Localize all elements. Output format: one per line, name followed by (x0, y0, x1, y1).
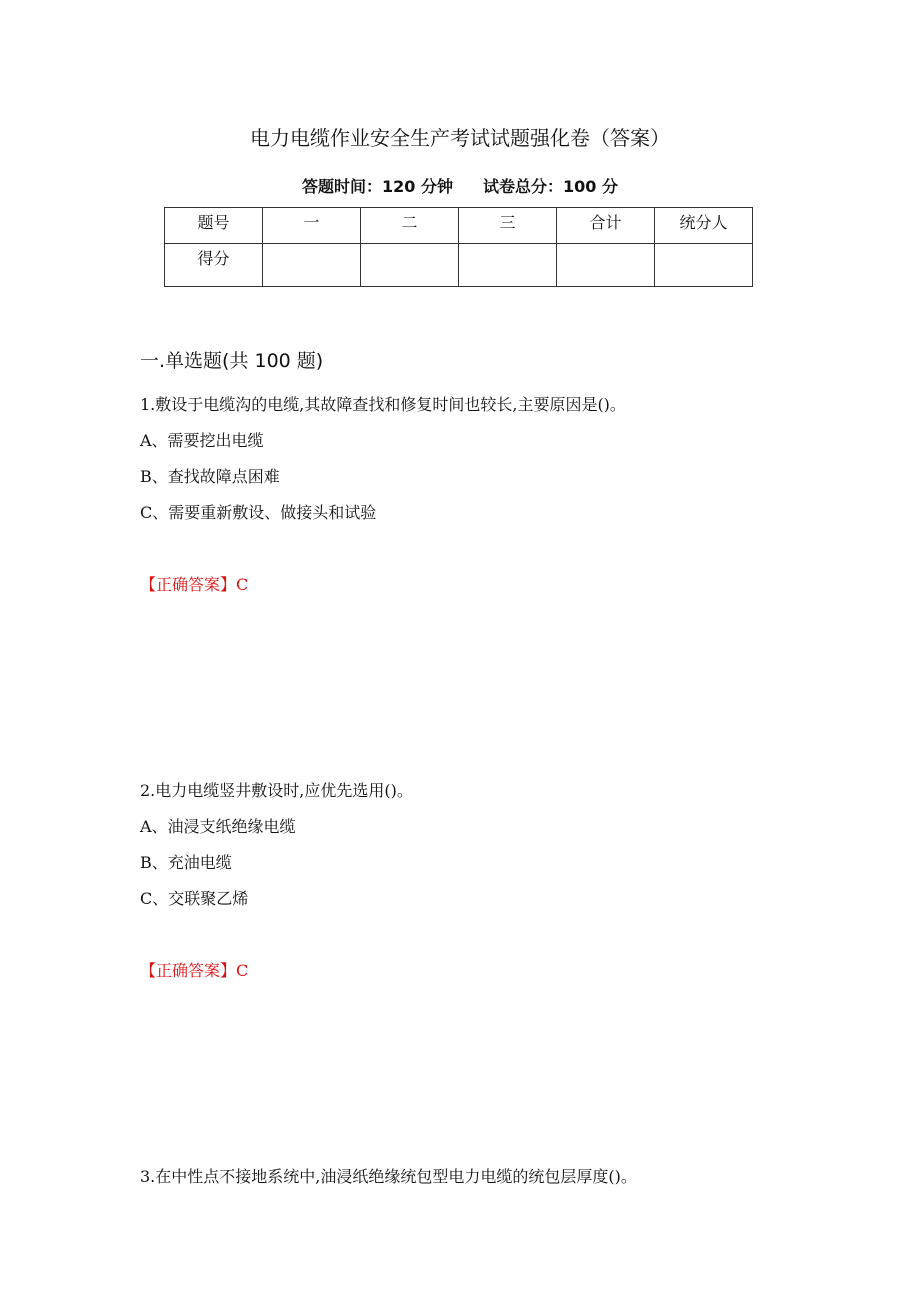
question-stem: 2.电力电缆竖井敷设时,应优先选用()。 (140, 781, 413, 800)
correct-answer: 【正确答案】C (140, 575, 249, 594)
exam-total-score: 试卷总分：100 分 (483, 177, 618, 196)
score-label-cell: 得分 (165, 244, 263, 287)
option: A、需要挖出电缆 (140, 431, 264, 450)
question-stem: 1.敷设于电缆沟的电缆,其故障查找和修复时间也较长,主要原因是()。 (140, 395, 626, 414)
score-cell (459, 244, 557, 287)
score-cell (557, 244, 655, 287)
header-cell: 合计 (557, 208, 655, 244)
header-cell: 二 (361, 208, 459, 244)
section-heading: 一.单选题(共 100 题) (140, 350, 324, 372)
header-cell: 一 (263, 208, 361, 244)
option: C、需要重新敷设、做接头和试验 (140, 503, 377, 522)
document-title: 电力电缆作业安全生产考试试题强化卷（答案） (250, 126, 670, 150)
question-stem: 3.在中性点不接地系统中,油浸纸绝缘统包型电力电缆的统包层厚度()。 (140, 1167, 637, 1186)
header-cell: 三 (459, 208, 557, 244)
score-cell (361, 244, 459, 287)
header-cell: 题号 (165, 208, 263, 244)
score-table (164, 207, 753, 287)
option: B、充油电缆 (140, 853, 232, 872)
score-cell (263, 244, 361, 287)
header-cell: 统分人 (655, 208, 753, 244)
score-cell (655, 244, 753, 287)
exam-time: 答题时间：120 分钟 (302, 177, 453, 196)
option: A、油浸支纸绝缘电缆 (140, 817, 296, 836)
exam-info (0, 174, 920, 197)
score-table-header-row (165, 208, 753, 244)
option: B、查找故障点困难 (140, 467, 280, 486)
correct-answer: 【正确答案】C (140, 961, 249, 980)
score-table-score-row (165, 244, 753, 287)
option: C、交联聚乙烯 (140, 889, 249, 908)
